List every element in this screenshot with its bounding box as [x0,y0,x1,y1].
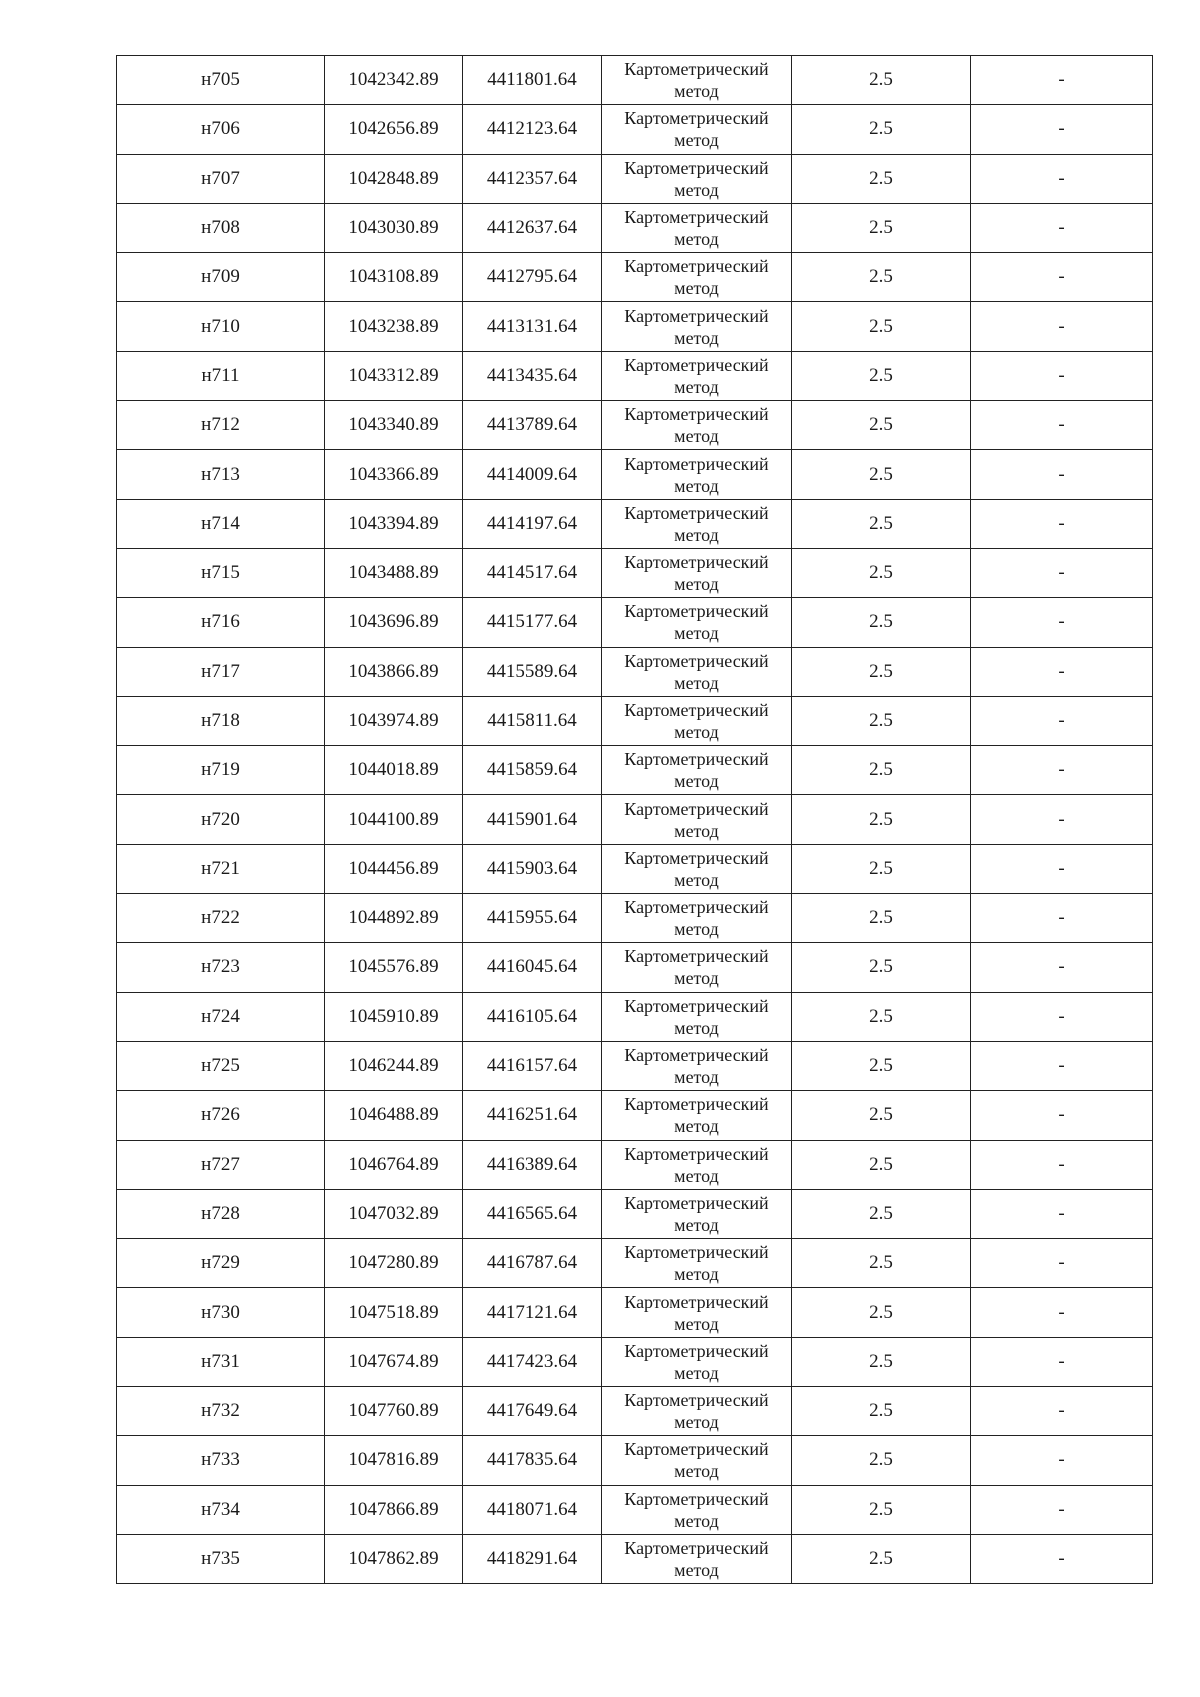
method-cell [602,1485,792,1534]
x-coordinate-cell: 1043488.89 [325,548,463,597]
method-text-line1: Картометрический [624,995,769,1016]
method-text-line1: Картометрический [624,749,769,770]
x-coordinate-cell: 1043394.89 [325,499,463,548]
description-cell: - [971,253,1153,302]
y-coordinate-cell: 4417835.64 [463,1436,602,1485]
error-value-cell: 2.5 [792,105,971,154]
error-value-cell: 2.5 [792,746,971,795]
table-row [117,1140,1153,1189]
y-coordinate-cell: 4412357.64 [463,154,602,203]
error-value-cell: 2.5 [792,351,971,400]
method-text-line1: Картометрический [624,847,769,868]
method-text-line1: Картометрический [624,1439,769,1460]
y-coordinate-cell: 4414197.64 [463,499,602,548]
point-name-cell: н728 [117,1189,325,1238]
description-cell: - [971,548,1153,597]
method-cell [602,548,792,597]
y-coordinate-cell: 4417423.64 [463,1337,602,1386]
x-coordinate-cell: 1043340.89 [325,401,463,450]
point-name-cell: н721 [117,844,325,893]
error-value-cell: 2.5 [792,696,971,745]
description-cell: - [971,1485,1153,1534]
point-name-cell: н715 [117,548,325,597]
y-coordinate-cell: 4412637.64 [463,203,602,252]
method-cell [602,154,792,203]
method-cell [602,598,792,647]
method-text-line1: Картометрический [624,1390,769,1411]
table-row [117,1239,1153,1288]
method-text-line2: метод [674,820,719,841]
error-value-cell: 2.5 [792,203,971,252]
x-coordinate-cell: 1047760.89 [325,1387,463,1436]
table-row [117,1485,1153,1534]
method-cell [602,351,792,400]
point-name-cell: н708 [117,203,325,252]
point-name-cell: н735 [117,1534,325,1583]
point-name-cell: н719 [117,746,325,795]
error-value-cell: 2.5 [792,992,971,1041]
method-text-line1: Картометрический [624,108,769,129]
method-cell [602,992,792,1041]
description-cell: - [971,351,1153,400]
error-value-cell: 2.5 [792,253,971,302]
error-value-cell: 2.5 [792,1140,971,1189]
method-cell [602,401,792,450]
method-text-line2: метод [674,1214,719,1235]
method-text-line1: Картометрический [624,700,769,720]
error-value-cell: 2.5 [792,1189,971,1238]
table-row [117,1387,1153,1436]
y-coordinate-cell: 4411801.64 [463,56,602,105]
table-row [117,844,1153,893]
method-text-line1: Картометрический [624,1242,769,1263]
table-row [117,992,1153,1041]
y-coordinate-cell: 4414517.64 [463,548,602,597]
method-cell [602,647,792,696]
table-row [117,154,1153,203]
error-value-cell: 2.5 [792,844,971,893]
y-coordinate-cell: 4415859.64 [463,746,602,795]
method-text-line1: Картометрический [624,305,769,326]
method-cell [602,1041,792,1090]
point-name-cell: н710 [117,302,325,351]
description-cell: - [971,401,1153,450]
table-row [117,253,1153,302]
point-name-cell: н731 [117,1337,325,1386]
point-name-cell: н723 [117,943,325,992]
method-text-line1: Картометрический [624,59,769,80]
y-coordinate-cell: 4413435.64 [463,351,602,400]
method-text-line2: метод [674,968,719,989]
x-coordinate-cell: 1044100.89 [325,795,463,844]
y-coordinate-cell: 4416565.64 [463,1189,602,1238]
point-name-cell: н730 [117,1288,325,1337]
method-text-line2: метод [674,426,719,447]
y-coordinate-cell: 4413789.64 [463,401,602,450]
method-text-line2: метод [674,327,719,348]
description-cell: - [971,647,1153,696]
y-coordinate-cell: 4415955.64 [463,894,602,943]
y-coordinate-cell: 4417649.64 [463,1387,602,1436]
point-name-cell: н722 [117,894,325,943]
error-value-cell: 2.5 [792,1288,971,1337]
x-coordinate-cell: 1047862.89 [325,1534,463,1583]
error-value-cell: 2.5 [792,56,971,105]
method-text-line1: Картометрический [624,897,769,918]
x-coordinate-cell: 1042342.89 [325,56,463,105]
method-cell [602,1189,792,1238]
method-cell [602,1534,792,1583]
y-coordinate-cell: 4414009.64 [463,450,602,499]
method-cell [602,1091,792,1140]
y-coordinate-cell: 4415177.64 [463,598,602,647]
method-text-line2: метод [674,130,719,151]
error-value-cell: 2.5 [792,450,971,499]
point-name-cell: н720 [117,795,325,844]
method-cell [602,746,792,795]
error-value-cell: 2.5 [792,795,971,844]
method-text-line1: Картометрический [624,1143,769,1164]
x-coordinate-cell: 1042656.89 [325,105,463,154]
description-cell: - [971,1387,1153,1436]
method-text-line2: метод [674,1067,719,1088]
error-value-cell: 2.5 [792,1436,971,1485]
method-text-line2: метод [674,919,719,940]
description-cell: - [971,746,1153,795]
table-row [117,401,1153,450]
table-row [117,943,1153,992]
method-text-line2: метод [674,1017,719,1038]
description-cell: - [971,154,1153,203]
method-text-line2: метод [674,278,719,299]
method-cell [602,1337,792,1386]
method-text-line1: Картометрический [624,798,769,819]
x-coordinate-cell: 1045576.89 [325,943,463,992]
method-text-line1: Картометрический [624,256,769,277]
method-text-line1: Картометрический [624,1094,769,1115]
error-value-cell: 2.5 [792,1387,971,1436]
error-value-cell: 2.5 [792,1485,971,1534]
method-text-line2: метод [674,1116,719,1137]
description-cell: - [971,1189,1153,1238]
description-cell: - [971,894,1153,943]
method-cell [602,253,792,302]
method-text-line2: метод [674,1313,719,1334]
point-name-cell: н732 [117,1387,325,1436]
table-row [117,1534,1153,1583]
coordinates-table [116,55,1153,1584]
table-row [117,203,1153,252]
point-name-cell: н718 [117,696,325,745]
table-row [117,647,1153,696]
method-text-line1: Картометрический [624,1045,769,1066]
point-name-cell: н725 [117,1041,325,1090]
error-value-cell: 2.5 [792,1337,971,1386]
method-text-line2: метод [674,672,719,693]
table-row [117,1041,1153,1090]
y-coordinate-cell: 4417121.64 [463,1288,602,1337]
y-coordinate-cell: 4416787.64 [463,1239,602,1288]
method-text-line2: метод [674,869,719,890]
method-text-line1: Картометрический [624,1291,769,1312]
x-coordinate-cell: 1043866.89 [325,647,463,696]
method-cell [602,1436,792,1485]
error-value-cell: 2.5 [792,154,971,203]
description-cell: - [971,1041,1153,1090]
method-text-line1: Картометрический [624,946,769,967]
y-coordinate-cell: 4413131.64 [463,302,602,351]
x-coordinate-cell: 1043696.89 [325,598,463,647]
x-coordinate-cell: 1047816.89 [325,1436,463,1485]
method-cell [602,450,792,499]
description-cell: - [971,943,1153,992]
description-cell: - [971,1534,1153,1583]
x-coordinate-cell: 1047866.89 [325,1485,463,1534]
point-name-cell: н714 [117,499,325,548]
point-name-cell: н726 [117,1091,325,1140]
table-row [117,302,1153,351]
y-coordinate-cell: 4416389.64 [463,1140,602,1189]
point-name-cell: н707 [117,154,325,203]
method-text-line1: Картометрический [624,650,769,671]
description-cell: - [971,598,1153,647]
y-coordinate-cell: 4416105.64 [463,992,602,1041]
method-text-line2: метод [674,771,719,792]
method-text-line2: метод [674,1165,719,1186]
y-coordinate-cell: 4415589.64 [463,647,602,696]
error-value-cell: 2.5 [792,499,971,548]
x-coordinate-cell: 1047674.89 [325,1337,463,1386]
description-cell: - [971,1337,1153,1386]
description-cell: - [971,992,1153,1041]
method-cell [602,844,792,893]
y-coordinate-cell: 4415901.64 [463,795,602,844]
x-coordinate-cell: 1046244.89 [325,1041,463,1090]
y-coordinate-cell: 4416251.64 [463,1091,602,1140]
description-cell: - [971,696,1153,745]
point-name-cell: н716 [117,598,325,647]
method-text-line2: метод [674,81,719,102]
method-cell [602,1387,792,1436]
y-coordinate-cell: 4416045.64 [463,943,602,992]
method-cell [602,795,792,844]
point-name-cell: н717 [117,647,325,696]
x-coordinate-cell: 1043974.89 [325,696,463,745]
error-value-cell: 2.5 [792,647,971,696]
y-coordinate-cell: 4416157.64 [463,1041,602,1090]
x-coordinate-cell: 1044018.89 [325,746,463,795]
table-row [117,450,1153,499]
method-text-line1: Картометрический [624,552,769,573]
method-text-line1: Картометрический [624,1538,769,1559]
error-value-cell: 2.5 [792,1239,971,1288]
table-row [117,105,1153,154]
table-row [117,1436,1153,1485]
method-cell [602,1140,792,1189]
table-row [117,746,1153,795]
method-text-line1: Картометрический [624,404,769,425]
method-text-line1: Картометрический [624,157,769,178]
method-cell [602,203,792,252]
method-cell [602,499,792,548]
method-text-line2: метод [674,524,719,545]
point-name-cell: н724 [117,992,325,1041]
table-row [117,499,1153,548]
x-coordinate-cell: 1044456.89 [325,844,463,893]
description-cell: - [971,499,1153,548]
method-cell [602,943,792,992]
method-text-line2: метод [674,1264,719,1285]
x-coordinate-cell: 1047032.89 [325,1189,463,1238]
table-row [117,598,1153,647]
x-coordinate-cell: 1043312.89 [325,351,463,400]
x-coordinate-cell: 1046488.89 [325,1091,463,1140]
description-cell: - [971,1140,1153,1189]
y-coordinate-cell: 4418071.64 [463,1485,602,1534]
table-row [117,56,1153,105]
coordinates-table-body [117,56,1153,1584]
method-text-line1: Картометрический [624,453,769,474]
method-cell [602,302,792,351]
method-cell [602,894,792,943]
method-text-line1: Картометрический [624,1192,769,1213]
method-cell [602,105,792,154]
description-cell: - [971,1091,1153,1140]
method-text-line2: метод [674,1412,719,1433]
method-text-line2: метод [674,1362,719,1383]
y-coordinate-cell: 4415811.64 [463,696,602,745]
error-value-cell: 2.5 [792,943,971,992]
description-cell: - [971,844,1153,893]
point-name-cell: н711 [117,351,325,400]
point-name-cell: н706 [117,105,325,154]
method-text-line2: метод [674,376,719,397]
x-coordinate-cell: 1044892.89 [325,894,463,943]
y-coordinate-cell: 4415903.64 [463,844,602,893]
method-cell [602,1288,792,1337]
error-value-cell: 2.5 [792,1091,971,1140]
y-coordinate-cell: 4412123.64 [463,105,602,154]
table-row [117,696,1153,745]
x-coordinate-cell: 1047280.89 [325,1239,463,1288]
table-row [117,894,1153,943]
point-name-cell: н712 [117,401,325,450]
method-text-line2: метод [674,623,719,644]
method-cell [602,696,792,745]
x-coordinate-cell: 1043238.89 [325,302,463,351]
point-name-cell: н734 [117,1485,325,1534]
error-value-cell: 2.5 [792,598,971,647]
x-coordinate-cell: 1043366.89 [325,450,463,499]
method-text-line1: Картометрический [624,207,769,228]
method-text-line2: метод [674,1510,719,1531]
method-text-line2: метод [674,1560,719,1581]
y-coordinate-cell: 4418291.64 [463,1534,602,1583]
point-name-cell: н705 [117,56,325,105]
x-coordinate-cell: 1043108.89 [325,253,463,302]
method-text-line2: метод [674,475,719,496]
description-cell: - [971,1288,1153,1337]
method-text-line1: Картометрический [624,1488,769,1509]
error-value-cell: 2.5 [792,302,971,351]
x-coordinate-cell: 1043030.89 [325,203,463,252]
method-text-line2: метод [674,722,719,742]
method-cell [602,1239,792,1288]
error-value-cell: 2.5 [792,401,971,450]
description-cell: - [971,56,1153,105]
method-text-line1: Картометрический [624,601,769,622]
x-coordinate-cell: 1046764.89 [325,1140,463,1189]
table-row [117,351,1153,400]
x-coordinate-cell: 1047518.89 [325,1288,463,1337]
method-text-line2: метод [674,229,719,250]
point-name-cell: н709 [117,253,325,302]
method-text-line1: Картометрический [624,1340,769,1361]
table-row [117,1288,1153,1337]
table-row [117,1091,1153,1140]
x-coordinate-cell: 1045910.89 [325,992,463,1041]
error-value-cell: 2.5 [792,1041,971,1090]
table-row [117,1189,1153,1238]
description-cell: - [971,302,1153,351]
method-cell [602,56,792,105]
point-name-cell: н733 [117,1436,325,1485]
point-name-cell: н729 [117,1239,325,1288]
table-row [117,548,1153,597]
method-text-line1: Картометрический [624,354,769,375]
description-cell: - [971,105,1153,154]
method-text-line2: метод [674,574,719,595]
description-cell: - [971,1239,1153,1288]
error-value-cell: 2.5 [792,548,971,597]
description-cell: - [971,450,1153,499]
table-row [117,795,1153,844]
method-text-line1: Картометрический [624,502,769,523]
point-name-cell: н713 [117,450,325,499]
method-text-line2: метод [674,1461,719,1482]
point-name-cell: н727 [117,1140,325,1189]
description-cell: - [971,795,1153,844]
table-row [117,1337,1153,1386]
description-cell: - [971,1436,1153,1485]
method-text-line2: метод [674,179,719,200]
x-coordinate-cell: 1042848.89 [325,154,463,203]
error-value-cell: 2.5 [792,894,971,943]
description-cell: - [971,203,1153,252]
error-value-cell: 2.5 [792,1534,971,1583]
y-coordinate-cell: 4412795.64 [463,253,602,302]
